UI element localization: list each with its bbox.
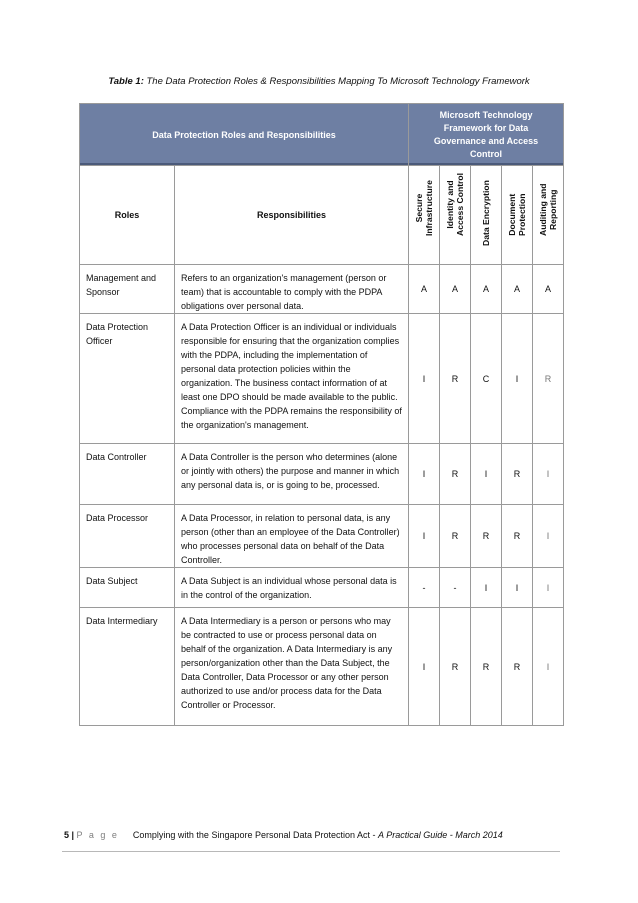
col-header-responsibilities: Responsibilities bbox=[175, 166, 409, 265]
value-cell: R bbox=[440, 505, 471, 568]
value-cell: I bbox=[533, 568, 564, 608]
role-cell: Management and Sponsor bbox=[80, 265, 175, 314]
column-header-row bbox=[80, 166, 564, 265]
value-cell: A bbox=[440, 265, 471, 314]
value-cell: I bbox=[471, 444, 502, 505]
value-cell: R bbox=[502, 505, 533, 568]
table-row bbox=[80, 608, 564, 726]
col-header-auditing-reporting: Auditing and Reporting bbox=[533, 166, 564, 265]
value-cell: R bbox=[440, 444, 471, 505]
responsibility-cell: A Data Intermediary is a person or persons who may be contracted to use or process personal data on behalf of the organization. A Data Intermediary is any person/organization other than the Data Subject, the Data Controller, Data Processor or any other person authorized to use and/or process data for the Data Controller or Processor. bbox=[175, 608, 409, 726]
responsibility-cell: A Data Protection Officer is an individual or individuals responsible for ensuring that the organization complies with the PDPA, including the implementation of personal data protection policies within the organization. The business contact information of at least one DPO should be made available to the public. Compliance with the PDPA remains the responsibility of the organization's management. bbox=[175, 314, 409, 444]
footer-divider bbox=[62, 851, 560, 852]
value-cell: R bbox=[471, 505, 502, 568]
responsibility-cell: Refers to an organization's management (person or team) that is accountable to comply with the PDPA obligations over personal data. bbox=[175, 265, 409, 314]
value-cell: I bbox=[409, 314, 440, 444]
value-cell: C bbox=[471, 314, 502, 444]
value-cell: R bbox=[502, 444, 533, 505]
group-header-right: Microsoft Technology Framework for Data Governance and Access Control bbox=[409, 104, 564, 166]
col-header-data-encryption: Data Encryption bbox=[471, 166, 502, 265]
roles-mapping-table bbox=[79, 103, 564, 726]
value-cell: I bbox=[409, 608, 440, 726]
value-cell: I bbox=[533, 505, 564, 568]
page-word: P a g e bbox=[76, 830, 119, 840]
table-row bbox=[80, 314, 564, 444]
role-cell: Data Processor bbox=[80, 505, 175, 568]
value-cell: I bbox=[409, 444, 440, 505]
responsibility-cell: A Data Controller is the person who determines (alone or jointly with others) the purpose and manner in which any personal data is, or is going to be, processed. bbox=[175, 444, 409, 505]
value-cell: A bbox=[533, 265, 564, 314]
col-header-secure-infrastructure: Secure Infrastructure bbox=[409, 166, 440, 265]
value-cell: R bbox=[533, 314, 564, 444]
table-caption bbox=[0, 76, 638, 87]
role-cell: Data Protection Officer bbox=[80, 314, 175, 444]
footer-separator: | bbox=[69, 830, 77, 840]
value-cell: A bbox=[471, 265, 502, 314]
table-row bbox=[80, 505, 564, 568]
footer-text-italic: A Practical Guide - March 2014 bbox=[378, 830, 503, 840]
value-cell: R bbox=[440, 608, 471, 726]
value-cell: I bbox=[502, 568, 533, 608]
value-cell: R bbox=[471, 608, 502, 726]
value-cell: I bbox=[502, 314, 533, 444]
role-cell: Data Intermediary bbox=[80, 608, 175, 726]
table-row bbox=[80, 444, 564, 505]
value-cell: A bbox=[409, 265, 440, 314]
responsibility-cell: A Data Subject is an individual whose personal data is in the control of the organization. bbox=[175, 568, 409, 608]
page-footer bbox=[64, 830, 503, 840]
value-cell: R bbox=[502, 608, 533, 726]
value-cell: A bbox=[502, 265, 533, 314]
value-cell: I bbox=[409, 505, 440, 568]
value-cell: R bbox=[440, 314, 471, 444]
table-row bbox=[80, 265, 564, 314]
table-row bbox=[80, 568, 564, 608]
value-cell: I bbox=[533, 608, 564, 726]
col-header-roles: Roles bbox=[80, 166, 175, 265]
page-number: 5 bbox=[64, 830, 70, 840]
value-cell: I bbox=[471, 568, 502, 608]
role-cell: Data Controller bbox=[80, 444, 175, 505]
role-cell: Data Subject bbox=[80, 568, 175, 608]
value-cell: - bbox=[440, 568, 471, 608]
col-header-document-protection: Document Protection bbox=[502, 166, 533, 265]
col-header-identity-access: Identity and Access Control bbox=[440, 166, 471, 265]
caption-label: Table 1: bbox=[108, 76, 144, 87]
footer-text: Complying with the Singapore Personal Data Protection Act - bbox=[132, 830, 379, 840]
group-header-left: Data Protection Roles and Responsibilities bbox=[80, 104, 409, 166]
value-cell: - bbox=[409, 568, 440, 608]
responsibility-cell: A Data Processor, in relation to personal data, is any person (other than an employee of the Data Controller) who processes personal data on behalf of the Data Controller. bbox=[175, 505, 409, 568]
value-cell: I bbox=[533, 444, 564, 505]
caption-text: The Data Protection Roles & Responsibilities Mapping To Microsoft Technology Framework bbox=[143, 76, 530, 87]
